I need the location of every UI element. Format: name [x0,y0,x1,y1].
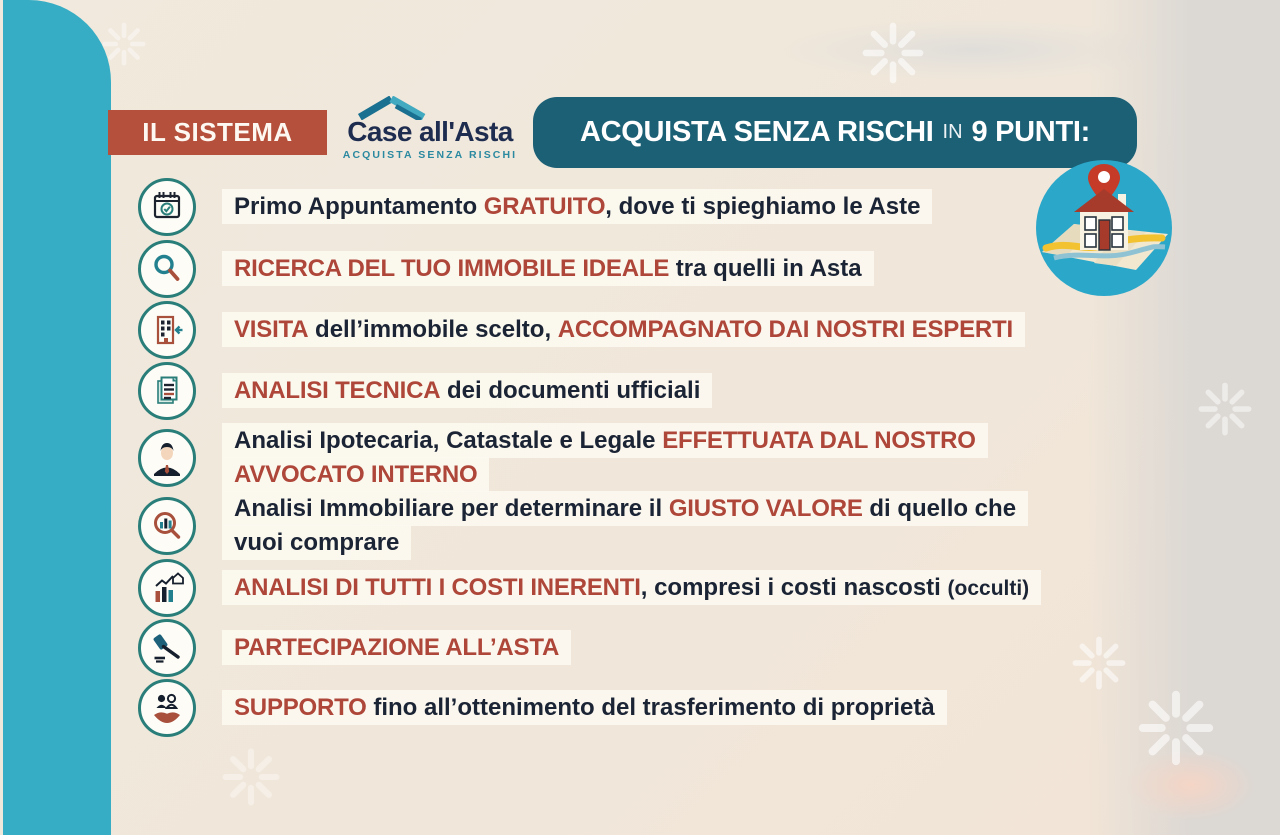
calendar-check-icon [138,178,196,236]
support-hand-icon [138,679,196,737]
lawyer-icon [138,429,196,487]
point-text-segment: dei documenti ufficiali [440,377,701,404]
point-row [138,240,874,298]
point-text-segment: Primo Appuntamento [234,193,484,220]
building-visit-icon [138,301,196,359]
point-text-segment: AVVOCATO INTERNO [234,461,478,488]
point-text-segment: ANALISI TECNICA [234,377,441,404]
point-text [222,631,571,665]
point-row [138,492,1028,560]
logo-tagline: ACQUISTA SENZA RISCHI [342,149,518,161]
point-text [222,571,1041,606]
system-badge-label: IL SISTEMA [142,117,293,147]
starburst-icon [1198,382,1252,436]
point-text [222,691,947,725]
point-text-segment: di quello che [862,495,1017,522]
point-text-segment: VISITA [234,316,309,343]
point-text [222,313,1025,347]
point-text-segment: (occulti) [947,576,1030,600]
point-text [222,190,932,224]
point-text-segment: dell’immobile scelto, [308,316,558,343]
point-row [138,679,947,737]
point-text-segment: , compresi i costi nascosti [640,573,948,601]
point-text-segment: vuoi comprare [234,529,400,556]
costs-chart-icon [138,559,196,617]
point-row [138,301,1025,359]
point-text-segment: ANALISI DI TUTTI I COSTI INERENTI [234,573,641,601]
point-text-segment: RICERCA DEL TUO IMMOBILE IDEALE [234,255,670,282]
point-text-segment: GIUSTO VALORE [668,495,863,522]
point-row [138,559,1041,617]
value-analysis-icon [138,497,196,555]
point-text-segment: , dove ti spieghiamo le Aste [605,193,921,220]
point-row [138,619,571,677]
logo-name: Case all'Asta [347,116,513,147]
gavel-icon [138,619,196,677]
left-accent-bar [3,0,111,835]
point-text-segment: SUPPORTO [234,694,367,721]
point-row [138,178,932,236]
point-row [138,424,988,492]
banner-connector-text: IN [942,121,963,143]
point-text-segment: tra quelli in Asta [669,255,862,282]
document-icon [138,362,196,420]
point-text-segment: ACCOMPAGNATO DAI NOSTRI ESPERTI [557,316,1013,343]
point-text-segment: Analisi Ipotecaria, Catastale e Legale [234,427,663,454]
point-text [222,424,988,492]
point-text-segment: GRATUITO [483,193,606,220]
point-text [222,374,712,408]
banner-emphasis-text: 9 PUNTI: [971,116,1090,148]
point-text [222,252,874,286]
point-text-segment: Analisi Immobiliare per determinare il [234,495,669,522]
magnifier-icon [138,240,196,298]
point-text-segment: fino all’ottenimento del trasferimento di proprietà [366,694,935,721]
point-text [222,492,1028,560]
point-row [138,362,712,420]
point-text-segment: PARTECIPAZIONE ALL’ASTA [234,634,560,661]
point-text-segment: EFFETTUATA DAL NOSTRO [662,427,976,454]
map-house-illustration [1034,158,1174,298]
banner-lead-text: ACQUISTA SENZA RISCHI [580,116,934,148]
